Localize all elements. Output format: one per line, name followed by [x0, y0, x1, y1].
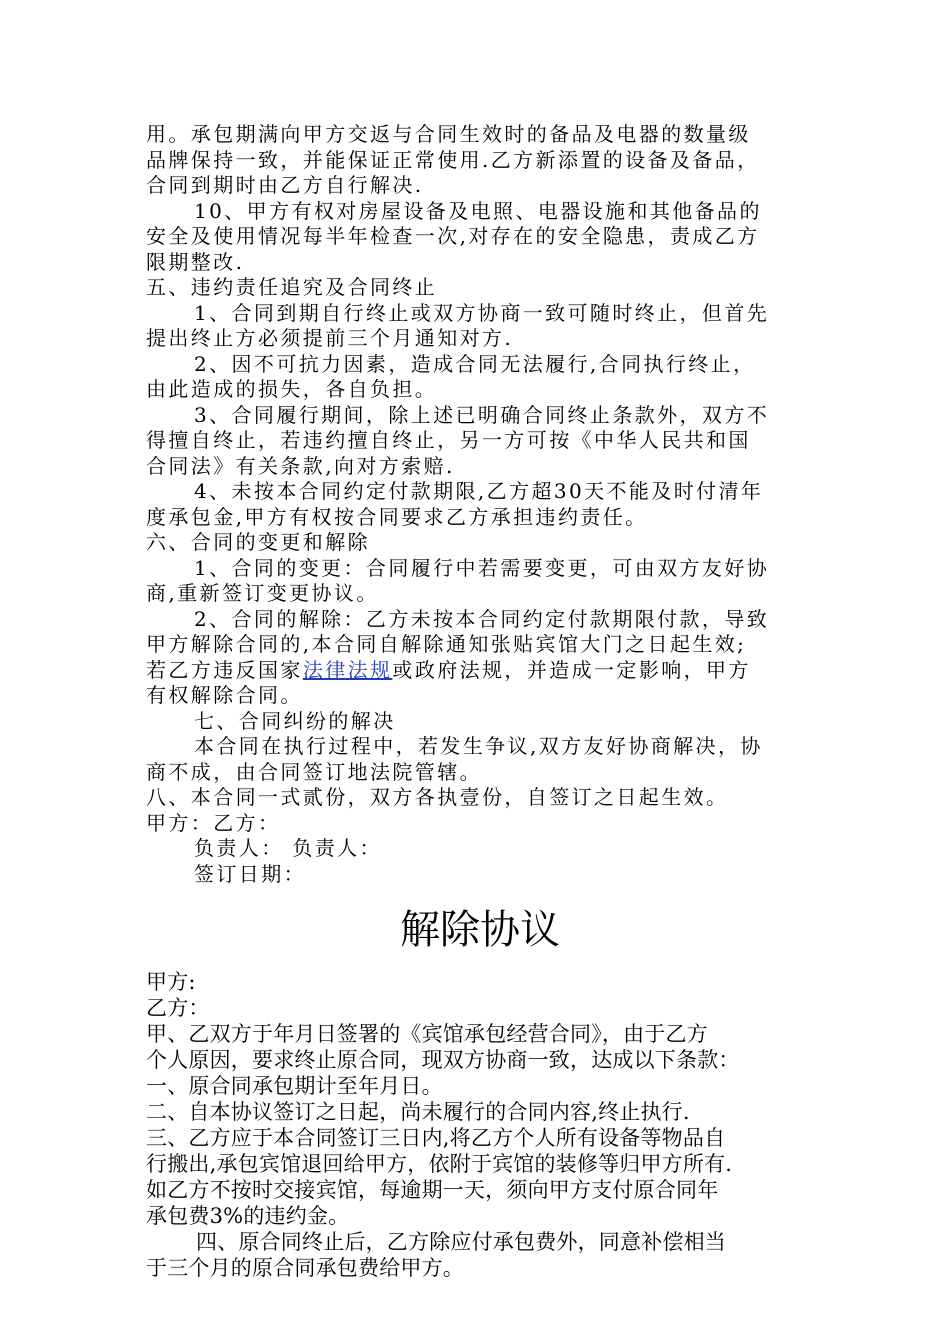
text-line: 用。承包期满向甲方交返与合同生效时的备品及电器的数量级 — [146, 122, 751, 146]
text-line: 合同到期时由乙方自行解决. — [146, 173, 424, 197]
text-line: 1、合同的变更：合同履行中若需要变更，可由双方友好协 — [194, 555, 770, 580]
text-line: 合同法》有关条款,向对方索赔. — [146, 453, 455, 478]
text-line: 2、合同的解除：乙方未按本合同约定付款期限付款，导致 — [194, 606, 770, 631]
text-line: 三、乙方应于本合同签订三日内,将乙方个人所有设备等物品自 — [146, 1126, 726, 1150]
party-b-line: 乙方： — [146, 996, 210, 1020]
text-line: 甲、乙双方于年月日签署的《宾馆承包经营合同》，由于乙方 — [146, 1022, 708, 1046]
section-heading: 五、违约责任追究及合同终止 — [146, 275, 438, 299]
text-line: 一、原合同承包期计至年月日。 — [146, 1074, 443, 1098]
party-line: 甲方：乙方： — [146, 810, 281, 835]
text-line: 行搬出,承包宾馆退回给甲方，依附于宾馆的装修等归甲方所有. — [146, 1152, 733, 1176]
text-line: 本合同在执行过程中，若发生争议,双方友好协商解决，协 — [194, 734, 763, 758]
text-line-with-link — [146, 658, 806, 684]
text-line: 四、原合同终止后，乙方除应付承包费外，同意补偿相当 — [196, 1230, 726, 1254]
text-fragment: 或政府法规，并造成一定影响，甲方 — [392, 657, 751, 682]
text-line: 个人原因，要求终止原合同，现双方协商一致，达成以下条款： — [146, 1048, 740, 1072]
text-line: 得擅自终止，若违约擅自终止，另一方可按《中华人民共和国 — [146, 428, 751, 452]
text-line: 3、合同履行期间，除上述已明确合同终止条款外，双方不 — [194, 402, 770, 427]
text-line: 提出终止方必须提前三个月通知对方. — [146, 326, 514, 350]
document-title: 解除协议 — [400, 907, 560, 953]
contract-section — [146, 122, 806, 887]
text-line: 由此造成的损失，各自负担。 — [146, 377, 438, 401]
text-line: 八、本合同一式贰份，双方各执壹份，自签订之日起生效。 — [146, 785, 729, 809]
text-line: 度承包金,甲方有权按合同要求乙方承担违约责任。 — [146, 504, 648, 529]
text-line: 商,重新签订变更协议。 — [146, 581, 379, 605]
text-line: 2、因不可抗力因素，造成合同无法履行,合同执行终止， — [194, 351, 756, 376]
text-line: 限期整改. — [146, 249, 245, 274]
text-line: 1、合同到期自行终止或双方协商一致可随时终止，但首先 — [194, 300, 770, 325]
text-line: 商不成，由合同签订地法院管辖。 — [146, 759, 482, 784]
document-page — [146, 122, 806, 1281]
text-line: 甲方解除合同的,本合同自解除通知张贴宾馆大门之日起生效; — [146, 632, 747, 656]
text-line: 二、自本协议签订之日起，尚未履行的合同内容,终止执行. — [146, 1100, 690, 1124]
text-line: 安全及使用情况每半年检查一次,对存在的安全隐患，责成乙方 — [146, 224, 760, 248]
law-regulations-link[interactable]: 法律法规 — [302, 657, 393, 682]
termination-agreement-section — [146, 969, 806, 1281]
signing-date-line: 签订日期： — [194, 861, 306, 886]
section-heading: 七、合同纠纷的解决 — [194, 708, 396, 733]
section-heading: 六、合同的变更和解除 — [146, 530, 370, 554]
party-a-line: 甲方: — [146, 970, 196, 994]
text-line: 如乙方不按时交接宾馆，每逾期一天，须向甲方支付原合同年 — [146, 1178, 719, 1202]
text-line: 有权解除合同。 — [146, 683, 303, 707]
text-line: 10、甲方有权对房屋设备及电照、电器设施和其他备品的 — [194, 198, 762, 223]
text-line: 承包费3%的违约金。 — [146, 1204, 350, 1228]
text-line: 品牌保持一致，并能保证正常使用.乙方新添置的设备及备品， — [146, 147, 760, 172]
text-line: 4、未按本合同约定付款期限,乙方超30天不能及时付清年 — [194, 479, 764, 503]
text-line: 于三个月的原合同承包费给甲方。 — [146, 1256, 464, 1280]
text-fragment: 若乙方违反国家 — [146, 657, 303, 682]
responsible-person-line: 负责人： 负责人： — [194, 836, 382, 860]
